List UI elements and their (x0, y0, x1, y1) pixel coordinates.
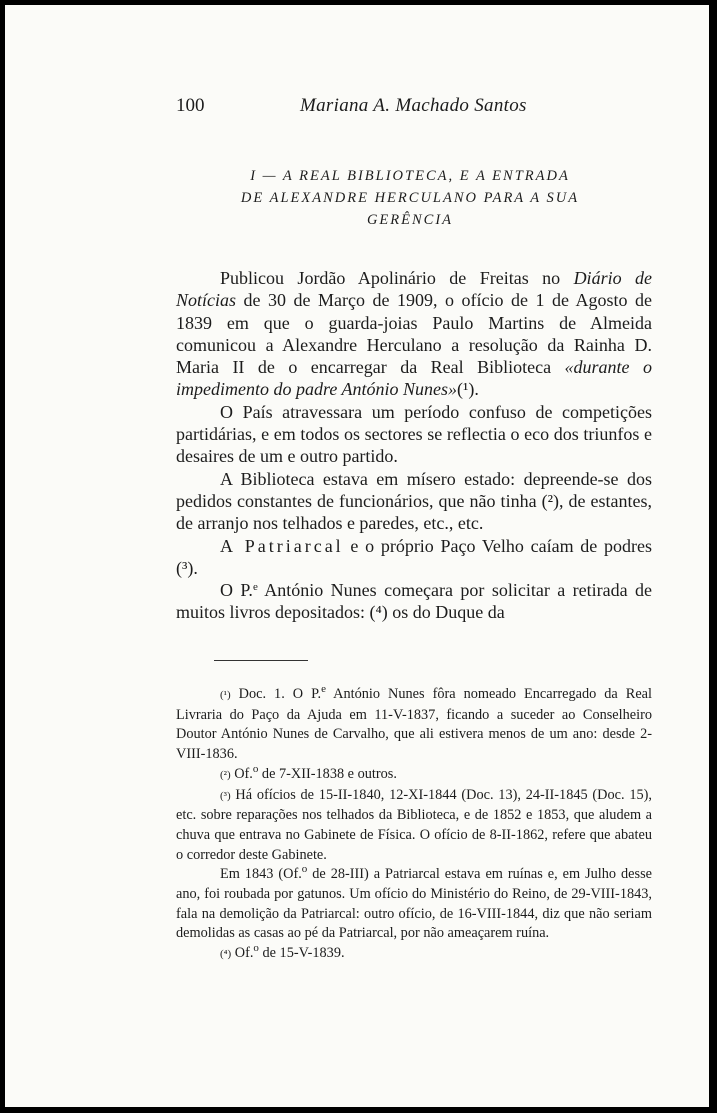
footnote-3-mark: (³) (220, 789, 231, 802)
paragraph-5-text-c: os do Duque da (387, 602, 505, 623)
footnote-4-text-a: Of. (231, 945, 254, 962)
book-page (5, 5, 709, 1107)
footnote-2-sup: o (252, 762, 259, 775)
footnote-2-text-a: Of. (230, 765, 253, 782)
paragraph-3 (176, 468, 652, 535)
footnote-1-text-b: António Nunes fôra nomeado Encarregado da Real Livraria do Paço da Ajuda em 11-V-1837, ficando a suceder ao Conselheiro Doutor António Nunes de Carvalho, que ali estivera menos de um ano: desde 2-VIII-1836. (176, 686, 652, 763)
footnote-3 (176, 786, 652, 866)
paragraph-5-sup: e (252, 581, 258, 594)
footnote-3-text: Há ofícios de 15-II-1840, 12-XI-1844 (Doc. 13), 24-II-1845 (Doc. 15), etc. sobre reparações nos telhados da Biblioteca, e de 1852 e 1853, que aludem a chuva que entrava no Gabinete de Física. O ofício de 8-II-1862, refere que abateu o corredor deste Gabinete. (176, 786, 652, 863)
paragraph-3-text-a: A Biblioteca estava em mísero estado: depreende-se dos pedidos constantes de funcionários, que não tinha (176, 468, 652, 511)
footnote-rule (214, 660, 308, 661)
paragraph-1 (176, 267, 652, 401)
section-title-line-3: GERÊNCIA (366, 212, 454, 228)
footnote-ref-2: (²) (541, 490, 559, 511)
footnote-4-sup: o (253, 942, 259, 955)
paragraph-4-end: . (193, 557, 198, 578)
footnote-1 (176, 685, 652, 765)
section-title-line-2: DE ALEXANDRE HERCULANO PARA A SUA (240, 190, 580, 206)
paragraph-5 (176, 579, 652, 624)
footnote-1-text-a: Doc. 1. O P. (230, 686, 322, 702)
paragraph-1-text-b: de 30 de Março de 1909, o ofício de 1 de Agosto de 1839 em que o guarda-joias Paulo Martins de Almeida comunicou a Alexandre Herculano a resolução da Rainha D. Maria II de o encarregar da Real Biblioteca (176, 290, 652, 378)
page-number: 100 (176, 95, 205, 116)
footnote-4 (176, 944, 652, 965)
footnote-ref-3: (³) (176, 557, 194, 578)
paragraph-2: O País atravessara um período confuso de competições partidárias, e em todos os sectores se reflectia o eco dos triunfos e desaires de um e outro partido. (176, 401, 652, 467)
section-title-line-1: I — A REAL BIBLIOTECA, E A ENTRADA (250, 168, 570, 184)
paragraph-1-quote: «durante o impedimento do padre António Nunes» (176, 357, 652, 400)
footnote-3b-text-a: Em 1843 (Of. (220, 866, 302, 883)
paragraph-5-text-a: O P. (220, 580, 253, 601)
footnotes (176, 685, 652, 965)
footnote-1-mark: (¹) (220, 689, 231, 701)
paragraph-1-end: . (474, 379, 479, 400)
paragraph-4-spaced: A Patriarcal (220, 535, 344, 556)
footnote-ref-1: (¹) (456, 379, 475, 400)
footnote-2 (176, 762, 652, 786)
footnote-ref-4: (⁴) (369, 602, 388, 623)
footnote-3-continued (176, 865, 652, 944)
paragraph-4-text: e o próprio Paço Velho caíam de podres (343, 535, 652, 556)
footnote-4-mark: (⁴) (220, 948, 232, 961)
footnote-3b-text-b: de 28-III) a Patriarcal estava em ruínas e, em Julho desse ano, foi roubada por gatunos. Um ofício do Ministério do Reino, de 29-VIII-1843, fala na demolição da Patriarcal: outro ofício, de 16-VIII-1844, diz que não seriam demolidas as casas ao pé da Patriarcal, por não ameaçarem ruína. (176, 866, 652, 942)
footnote-3b-sup: o (301, 863, 308, 876)
paragraph-5-text-b: António Nunes começara por solicitar a retirada de muitos livros depositados: (176, 580, 653, 623)
body-text (176, 267, 652, 624)
paragraph-4 (176, 535, 652, 580)
paragraph-3-text-b: , de estantes, de arranjo nos telhados e paredes, etc., etc. (176, 490, 652, 534)
running-head: Mariana A. Machado Santos (300, 95, 527, 116)
footnote-2-mark: (²) (220, 768, 231, 781)
footnote-1-sup: e (321, 683, 326, 695)
footnote-2-text-b: de 7-XII-1838 e outros. (258, 765, 397, 782)
journal-title: Diário de Notícias (176, 268, 652, 311)
footnote-4-text-b: de 15-V-1839. (258, 945, 345, 962)
section-title (176, 165, 644, 231)
paragraph-1-text-a: Publicou Jordão Apolinário de Freitas no (220, 268, 574, 288)
